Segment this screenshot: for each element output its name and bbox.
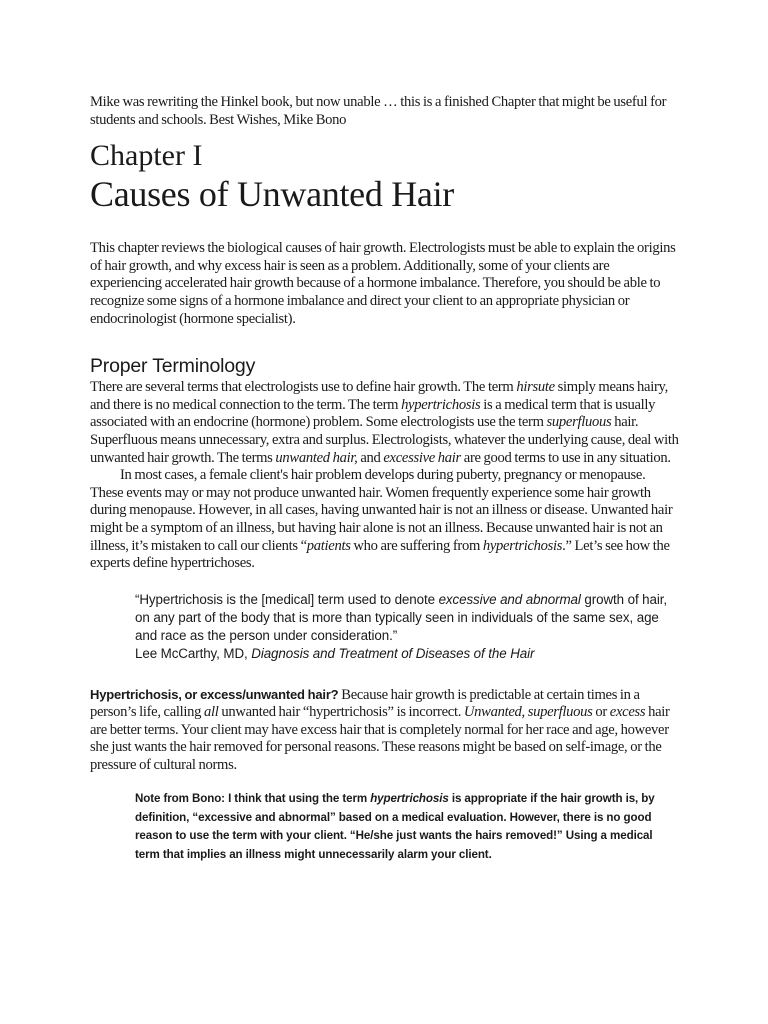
term-hypertrichosis: hypertrichosis xyxy=(482,537,563,554)
terminology-paragraph xyxy=(90,379,680,467)
section-heading: Proper Terminology xyxy=(90,355,256,378)
cases-text: In most cases, a female client's hair problem develops during puberty, pregnancy or menopause. These events may or may not produce unwanted hair. Women frequently experience some hair growth during menopause. However, in all cases, having unwanted hair is not an illness or disease. Unwanted hair might be a symptom of an illness, but having hair alone is not an illness. Because unwanted hair is not an illness, it’s mistaken to call our clients “ xyxy=(90,467,673,554)
term-all: all xyxy=(204,704,219,721)
paragraph-lead: Hypertrichosis, or excess/unwanted hair? xyxy=(90,686,339,702)
bono-note xyxy=(135,790,680,864)
terminology-text: and xyxy=(357,449,384,466)
term-hypertrichosis: hypertrichosis xyxy=(401,396,481,413)
note-text: Note from Bono: I think that using the term xyxy=(135,792,371,806)
paragraph-text: Because hair growth is predictable at certain times in a person’s life, calling xyxy=(90,686,640,721)
term-patients: patients xyxy=(306,537,351,554)
quote-text: growth of hair, on any part of the body that is more than typically seen in individuals of the same sex, age and race as the person under consideration.” xyxy=(135,591,667,644)
chapter-title: Causes of Unwanted Hair xyxy=(90,174,454,215)
terminology-text: are good terms to use in any situation. xyxy=(460,449,671,466)
paragraph-text: or xyxy=(592,704,610,721)
cases-text: who are suffering from xyxy=(350,537,483,554)
quote-text: “Hypertrichosis is the [medical] term used to denote xyxy=(135,591,439,607)
term-unwanted-hair: unwanted hair, xyxy=(275,449,358,466)
terminology-text: There are several terms that electrologists use to define hair growth. The term xyxy=(90,379,517,396)
cases-paragraph xyxy=(90,467,680,573)
hypertrichosis-paragraph xyxy=(90,686,680,775)
terminology-text: hair. Superfluous means unnecessary, extra and surplus. Electrologists, whatever the underlying cause, deal with unwanted hair growth. The terms xyxy=(90,414,679,466)
terminology-text: simply means hairy, and there is no medical connection to the term. The term xyxy=(90,379,668,413)
term-excessive-hair: excessive hair xyxy=(383,449,461,466)
quote-emphasis: excessive and abnormal xyxy=(438,591,581,607)
note-text: is appropriate if the hair growth is, by definition, “excessive and abnormal” based on a medical evaluation. However, there is no good reason to use the term with your client. “He/she just wants the hairs removed!” Using a medical term that implies an illness might unnecessarily alarm your client. xyxy=(135,792,655,861)
term-hirsute: hirsute xyxy=(516,379,555,396)
quote-source: Diagnosis and Treatment of Diseases of the Hair xyxy=(251,646,535,662)
term-superfluous: superfluous xyxy=(546,414,612,431)
quote-author: Lee McCarthy, MD, xyxy=(135,646,252,662)
term-hypertrichosis: hypertrichosis xyxy=(370,792,449,806)
cases-text: .” Let’s see how the experts define hypertrichoses. xyxy=(90,537,670,572)
paragraph-text: unwanted hair “hypertrichosis” is incorrect. xyxy=(218,704,464,721)
intro-paragraph: This chapter reviews the biological causes of hair growth. Electrologists must be able to explain the origins of hair growth, and why excess hair is seen as a problem. Additionally, some of your clients are experiencing accelerated hair growth because of a hormone imbalance. Therefore, you should be able to recognize some signs of a hormone imbalance and direct your client to an appropriate physician or endocrinologist (hormone specialist). xyxy=(90,240,676,327)
quote-attribution xyxy=(135,645,680,663)
intro-note: Mike was rewriting the Hinkel book, but now unable … this is a finished Chapter that might be useful for students and schools. Best Wishes, Mike Bono xyxy=(90,94,667,128)
document-page xyxy=(90,94,680,864)
block-quote xyxy=(135,591,683,646)
paragraph-text: hair are better terms. Your client may have excess hair that is completely normal for her race and age, however she just wants the hair removed for personal reasons. These reasons might be based on self-image, or the pressure of cultural norms. xyxy=(90,704,670,773)
term-excess: excess xyxy=(609,704,646,721)
chapter-number: Chapter I xyxy=(90,139,203,173)
terminology-text: is a medical term that is usually associated with an endocrine (hormone) problem. Some electrologists use the term xyxy=(90,396,656,431)
term-unwanted-superfluous: Unwanted, superfluous xyxy=(463,704,593,721)
